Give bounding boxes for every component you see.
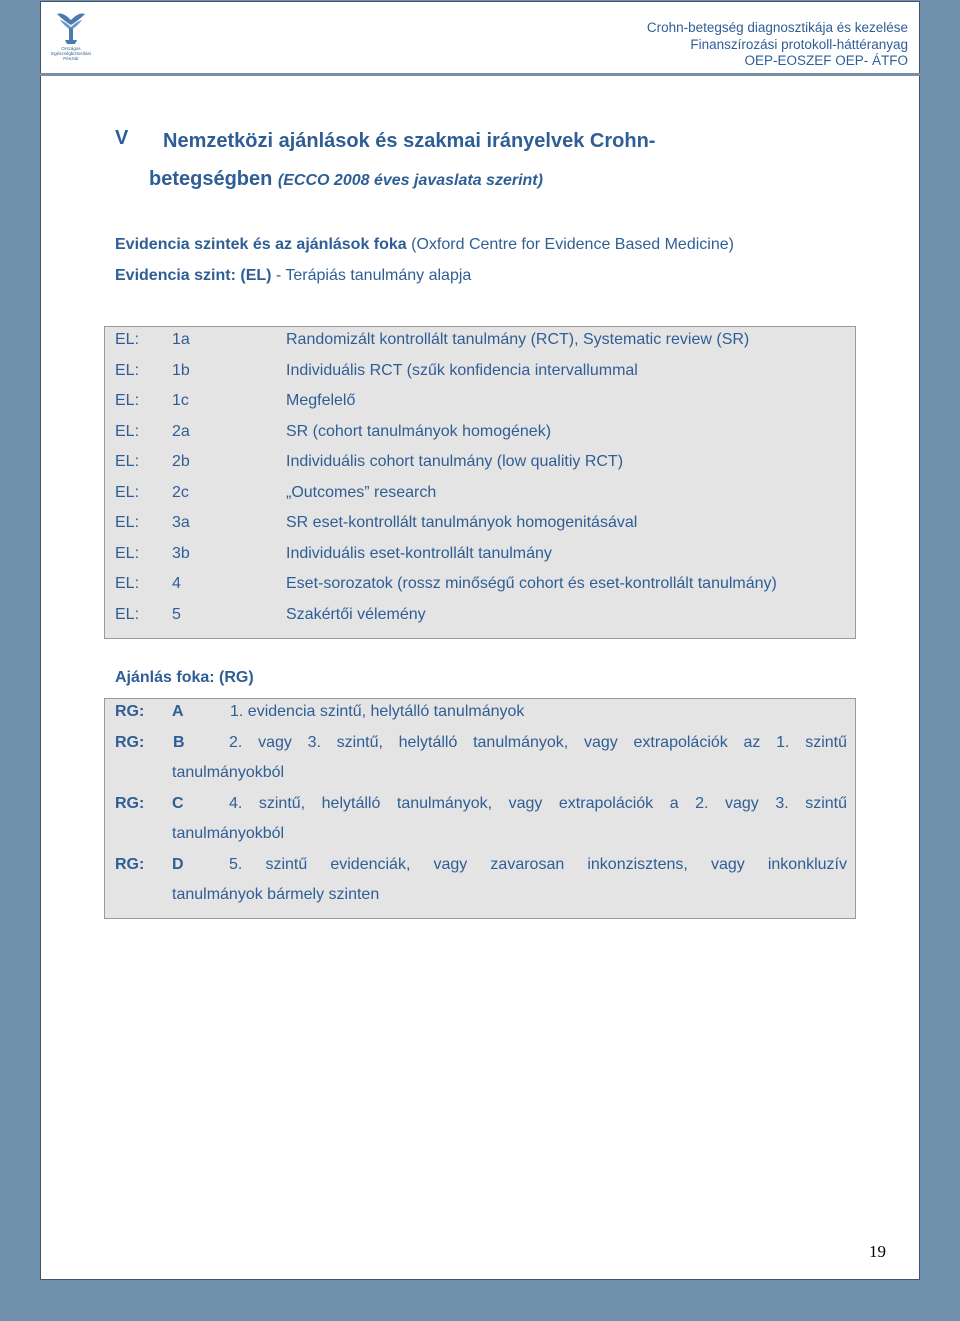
chapter-title-line2 <box>149 168 543 191</box>
evidence-description: Individuális cohort tanulmány (low qualitiy RCT) <box>286 453 624 470</box>
evidence-level: 3a <box>172 514 190 531</box>
header-subtitle: Finanszírozási protokoll-háttéranyag <box>690 36 908 52</box>
header-title: Crohn-betegség diagnosztikája és kezelése <box>646 20 908 35</box>
grade-letter: A <box>172 703 184 720</box>
evidence-level: 4 <box>172 575 181 592</box>
grade-row-d-continuation <box>115 886 847 917</box>
evidence-description: SR eset-kontrollált tanulmányok homogenitásával <box>286 514 638 531</box>
logo-caption-line1: Országos Egészségbiztosítási <box>51 46 91 56</box>
grade-description-continued: tanulmányok bármely szinten <box>172 886 380 903</box>
evidence-description: Szakértői vélemény <box>286 605 426 623</box>
chapter-title-sub: (ECCO 2008 éves javaslata szerint) <box>277 172 543 189</box>
grade-row-c-continuation <box>115 825 847 856</box>
grade-row-b-continuation <box>115 764 847 795</box>
grade-letter: D <box>172 855 184 873</box>
grade-prefix: RG: <box>115 794 145 812</box>
intro-line-1 <box>115 236 734 254</box>
header-rule <box>40 73 920 76</box>
intro-line-2 <box>115 267 471 285</box>
recommendation-box <box>104 698 856 919</box>
evidence-prefix: EL: <box>115 422 140 440</box>
evidence-description: Individuális eset-kontrollált tanulmány <box>286 544 552 562</box>
grade-letter: B <box>173 733 185 751</box>
evidence-level: 2a <box>172 422 190 440</box>
evidence-level: 2c <box>172 483 189 501</box>
grade-description: 2. vagy 3. szintű, helytálló tanulmányok, vagy extrapolációk az 1. szintű <box>229 733 847 751</box>
grade-row-c <box>115 795 847 826</box>
grade-prefix: RG: <box>115 855 145 873</box>
logo-caption-line2: Pénztár <box>63 56 79 61</box>
evidence-description: SR (cohort tanulmányok homogének) <box>286 422 552 440</box>
evidence-level: 5 <box>172 605 181 623</box>
evidence-level: 1b <box>172 361 190 379</box>
oep-logo-icon <box>54 10 88 46</box>
grade-prefix: RG: <box>115 703 145 720</box>
grade-row-a <box>115 703 847 734</box>
evidence-prefix: EL: <box>115 575 140 592</box>
evidence-level: 1a <box>172 331 190 348</box>
evidence-prefix: EL: <box>115 453 140 470</box>
intro-line-1-bold: Evidencia szintek és az ajánlások foka <box>115 236 407 253</box>
header-authors: OEP-EOSZEF OEP- ÁTFO <box>744 53 908 68</box>
evidence-prefix: EL: <box>115 331 140 348</box>
intro-line-2-rest: - Terápiás tanulmány alapja <box>271 267 472 284</box>
page-number: 19 <box>869 1242 886 1261</box>
grade-description: 4. szintű, helytálló tanulmányok, vagy extrapolációk a 2. vagy 3. szintű <box>229 794 847 812</box>
oep-logo <box>42 10 100 66</box>
evidence-prefix: EL: <box>115 514 140 531</box>
chapter-title-line1: Nemzetközi ajánlások és szakmai irányelvek Crohn- <box>163 130 656 152</box>
grade-row-d <box>115 856 847 887</box>
recommendation-list <box>115 703 847 917</box>
evidence-description: Individuális RCT (szűk konfidencia intervallummal <box>286 361 638 379</box>
evidence-level: 3b <box>172 544 190 562</box>
evidence-prefix: EL: <box>115 605 140 623</box>
running-header <box>647 20 908 70</box>
grade-description: 5. szintű evidenciák, vagy zavarosan inkonzisztens, vagy inkonkluzív <box>229 855 847 873</box>
grade-description: 1. evidencia szintű, helytálló tanulmányok <box>230 703 525 720</box>
evidence-description: Randomizált kontrollált tanulmány (RCT), Systematic review (SR) <box>286 331 750 348</box>
evidence-level: 1c <box>172 392 189 409</box>
grade-description-continued: tanulmányokból <box>172 825 285 842</box>
grade-description-continued: tanulmányokból <box>172 764 285 781</box>
chapter-title-main: betegségben <box>149 168 273 190</box>
evidence-description: Megfelelő <box>286 392 356 409</box>
recommendation-heading: Ajánlás foka: (RG) <box>115 669 254 686</box>
evidence-prefix: EL: <box>115 392 140 409</box>
evidence-description: Eset-sorozatok (rossz minőségű cohort és eset-kontrollált tanulmány) <box>286 575 777 592</box>
grade-prefix: RG: <box>115 733 145 751</box>
evidence-description: „Outcomes” research <box>286 483 437 501</box>
chapter-number: V <box>115 127 129 149</box>
evidence-prefix: EL: <box>115 483 140 501</box>
evidence-prefix: EL: <box>115 361 140 379</box>
evidence-level-box <box>104 326 856 639</box>
evidence-prefix: EL: <box>115 544 140 562</box>
intro-line-1-rest: (Oxford Centre for Evidence Based Medicine) <box>406 236 734 253</box>
evidence-level: 2b <box>172 453 190 470</box>
intro-line-2-bold: Evidencia szint: (EL) <box>115 267 272 284</box>
document-page <box>40 1 920 1280</box>
grade-row-b <box>115 734 847 765</box>
grade-letter: C <box>172 794 184 812</box>
